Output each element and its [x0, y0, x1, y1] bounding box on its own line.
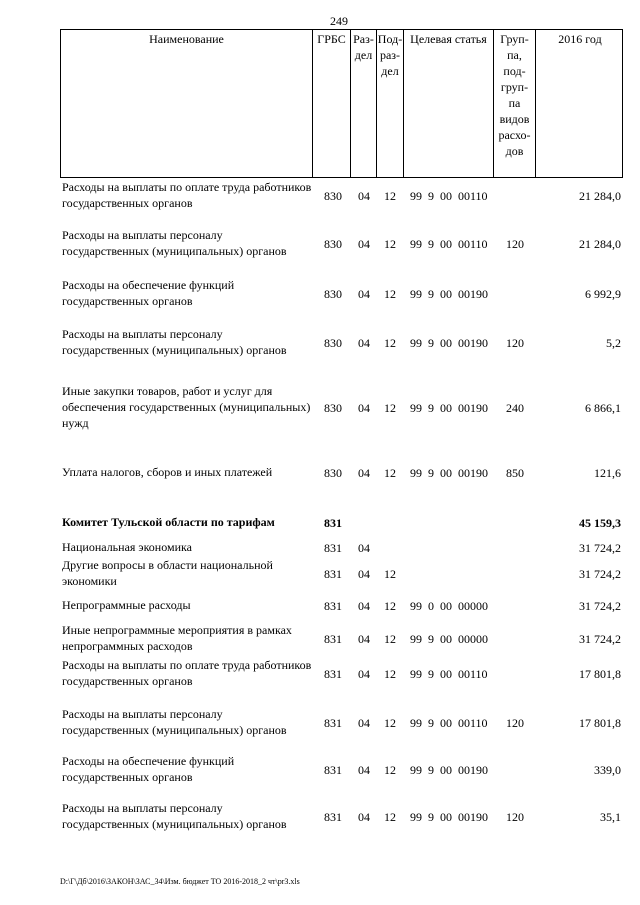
row-sum: 6 992,9: [585, 287, 621, 301]
row-grbs: 831: [324, 632, 342, 646]
row-sum: 31 724,2: [579, 599, 621, 613]
row-podrazdel: 12: [384, 237, 396, 251]
file-path-footer: D:\Г\Дб\2016\ЗАКОН\ЗАС_34\Изм. бюджет ТО 2016-2018_2 чт\pr3.xls: [60, 877, 300, 886]
row-razdel: 04: [358, 336, 370, 350]
row-name: Иные закупки товаров, работ и услуг для обеспечения государственных (муниципальных) нужд: [62, 384, 311, 430]
row-sum: 17 801,8: [579, 667, 621, 681]
row-celevaya: 99 9 00 00000: [410, 632, 488, 646]
row-vid: 120: [506, 810, 524, 824]
row-sum: 21 284,0: [579, 189, 621, 203]
row-name: Другие вопросы в области национальной экономики: [62, 558, 273, 588]
row-sum: 31 724,2: [579, 567, 621, 581]
row-vid: 850: [506, 466, 524, 480]
row-grbs: 830: [324, 287, 342, 301]
row-vid: 240: [506, 401, 524, 415]
row-celevaya: 99 9 00 00190: [410, 763, 488, 777]
row-grbs: 831: [324, 716, 342, 730]
row-grbs: 831: [324, 599, 342, 613]
row-name: Расходы на обеспечение функций государственных органов: [62, 278, 235, 308]
row-grbs: 831: [324, 541, 342, 555]
row-podrazdel: 12: [384, 189, 396, 203]
row-podrazdel: 12: [384, 401, 396, 415]
row-vid: 120: [506, 716, 524, 730]
row-podrazdel: 12: [384, 716, 396, 730]
row-name: Уплата налогов, сборов и иных платежей: [62, 465, 273, 479]
row-sum: 45 159,3: [579, 516, 621, 530]
row-vid: 120: [506, 237, 524, 251]
row-sum: 339,0: [594, 763, 621, 777]
row-podrazdel: 12: [384, 667, 396, 681]
row-grbs: 831: [324, 667, 342, 681]
row-podrazdel: 12: [384, 287, 396, 301]
header-gruppa: Груп- па, под- груп- па видов расхо- дов: [494, 30, 536, 177]
row-sum: 21 284,0: [579, 237, 621, 251]
row-celevaya: 99 9 00 00190: [410, 336, 488, 350]
header-name: Наименование: [61, 30, 313, 177]
row-grbs: 830: [324, 189, 342, 203]
row-celevaya: 99 9 00 00190: [410, 810, 488, 824]
header-razdel: Раз- дел: [351, 30, 377, 177]
header-grbs: ГРБС: [313, 30, 351, 177]
row-grbs: 831: [324, 810, 342, 824]
row-name: Расходы на выплаты персоналу государственных (муниципальных) органов: [62, 801, 287, 831]
row-vid: 120: [506, 336, 524, 350]
row-grbs: 831: [324, 567, 342, 581]
row-podrazdel: 12: [384, 466, 396, 480]
row-razdel: 04: [358, 632, 370, 646]
header-podrazdel: Под- раз- дел: [377, 30, 404, 177]
row-sum: 121,6: [594, 466, 621, 480]
row-razdel: 04: [358, 567, 370, 581]
table-header: [60, 29, 623, 178]
row-podrazdel: 12: [384, 599, 396, 613]
row-name: Расходы на выплаты персоналу государственных (муниципальных) органов: [62, 228, 287, 258]
row-celevaya: 99 9 00 00110: [410, 716, 488, 730]
header-celevaya: Целевая статья: [404, 30, 494, 177]
row-podrazdel: 12: [384, 632, 396, 646]
row-podrazdel: 12: [384, 567, 396, 581]
row-grbs: 830: [324, 401, 342, 415]
row-sum: 31 724,2: [579, 541, 621, 555]
row-celevaya: 99 9 00 00190: [410, 287, 488, 301]
row-razdel: 04: [358, 667, 370, 681]
row-sum: 17 801,8: [579, 716, 621, 730]
row-name: Расходы на выплаты персоналу государственных (муниципальных) органов: [62, 327, 287, 357]
row-name: Расходы на выплаты по оплате труда работников государственных органов: [62, 658, 312, 688]
row-sum: 6 866,1: [585, 401, 621, 415]
row-razdel: 04: [358, 763, 370, 777]
row-celevaya: 99 0 00 00000: [410, 599, 488, 613]
row-grbs: 830: [324, 466, 342, 480]
row-razdel: 04: [358, 189, 370, 203]
row-razdel: 04: [358, 716, 370, 730]
row-razdel: 04: [358, 466, 370, 480]
row-celevaya: 99 9 00 00110: [410, 667, 488, 681]
row-razdel: 04: [358, 599, 370, 613]
row-podrazdel: 12: [384, 763, 396, 777]
row-celevaya: 99 9 00 00190: [410, 401, 488, 415]
header-year: 2016 год: [558, 32, 602, 46]
row-celevaya: 99 9 00 00190: [410, 466, 488, 480]
row-grbs: 831: [324, 763, 342, 777]
row-grbs: 831: [324, 516, 342, 530]
row-name: Комитет Тульской области по тарифам: [62, 515, 275, 529]
row-grbs: 830: [324, 237, 342, 251]
row-name: Расходы на выплаты персоналу государственных (муниципальных) органов: [62, 707, 287, 737]
row-grbs: 830: [324, 336, 342, 350]
row-podrazdel: 12: [384, 336, 396, 350]
row-sum: 5,2: [606, 336, 621, 350]
row-name: Расходы на обеспечение функций государственных органов: [62, 754, 235, 784]
row-razdel: 04: [358, 401, 370, 415]
row-razdel: 04: [358, 810, 370, 824]
row-razdel: 04: [358, 541, 370, 555]
row-sum: 31 724,2: [579, 632, 621, 646]
row-razdel: 04: [358, 287, 370, 301]
row-celevaya: 99 9 00 00110: [410, 189, 488, 203]
row-razdel: 04: [358, 237, 370, 251]
row-celevaya: 99 9 00 00110: [410, 237, 488, 251]
row-sum: 35,1: [600, 810, 621, 824]
row-name: Национальная экономика: [62, 540, 192, 554]
row-name: Иные непрограммные мероприятия в рамках непрограммных расходов: [62, 623, 292, 653]
row-podrazdel: 12: [384, 810, 396, 824]
row-name: Расходы на выплаты по оплате труда работников государственных органов: [62, 180, 312, 210]
page-number: 249: [330, 14, 348, 28]
row-name: Непрограммные расходы: [62, 598, 191, 612]
